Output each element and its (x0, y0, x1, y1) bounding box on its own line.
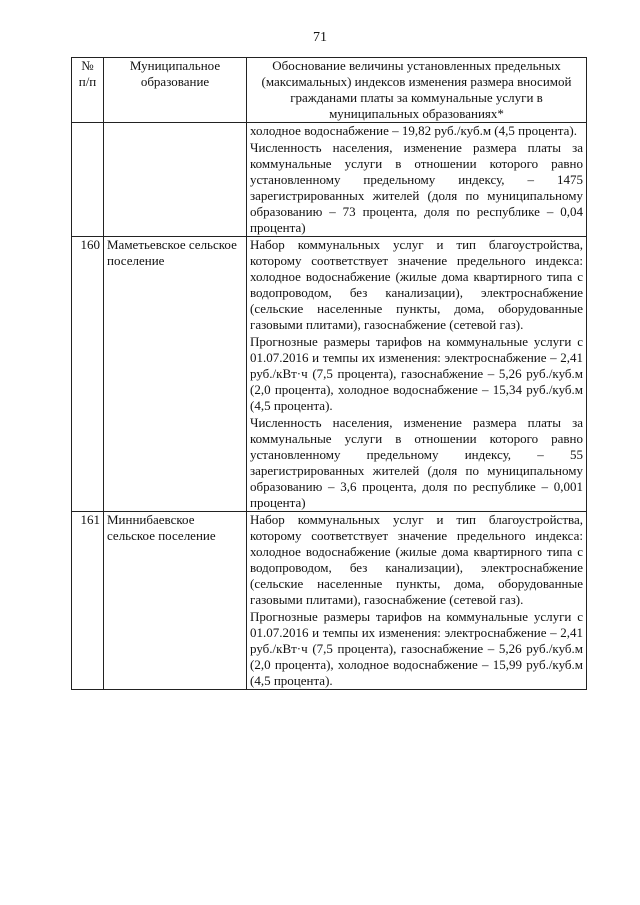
header-num: № п/п (72, 58, 104, 123)
table-row (72, 512, 587, 690)
table-header-row (72, 58, 587, 123)
row-paragraph: Прогнозные размеры тарифов на коммунальные услуги с 01.07.2016 и темпы их изменения: электроснабжение – 2,41 руб./кВт·ч (7,5 процента), газоснабжение – 5,26 руб./куб.м (2,0 процента), холодное водоснабжение – 15,34 руб./куб.м (4,5 процента). (250, 334, 583, 413)
row-paragraph: Набор коммунальных услуг и тип благоустройства, которому соответствует значение предельного индекса: холодное водоснабжение (жилые дома квартирного типа с водопроводом, без канализации), электроснабжение (сельские населенные пункты, дома, оборудованные газовыми плитами), газоснабжение (сетевой газ). (250, 237, 583, 332)
row-description (247, 512, 587, 690)
row-municipality: Маметьевское сельское поселение (104, 237, 247, 512)
page-number: 71 (313, 30, 327, 45)
row-paragraph: холодное водоснабжение – 19,82 руб./куб.м (4,5 процента). (250, 123, 577, 138)
row-num: 161 (72, 512, 104, 690)
row-description (247, 237, 587, 512)
row-paragraph: Численность населения, изменение размера платы за коммунальные услуги в отношении которого равно установленному предельному индексу, – 55 зарегистрированных жителей (доля по муниципальному образованию – 3,6 процента, доля по республике – 0,001 процента) (250, 415, 583, 510)
row-num (72, 123, 104, 237)
header-description: Обоснование величины установленных предельных (максимальных) индексов изменения размера вносимой гражданами платы за коммунальные услуги в муниципальных образованиях* (247, 58, 587, 123)
tariff-table (71, 57, 587, 690)
row-description (247, 123, 587, 237)
header-municipality: Муниципальное образование (104, 58, 247, 123)
table-row (72, 237, 587, 512)
row-paragraph: Прогнозные размеры тарифов на коммунальные услуги с 01.07.2016 и темпы их изменения: электроснабжение – 2,41 руб./кВт·ч (7,5 процента), газоснабжение – 5,26 руб./куб.м (2,0 процента), холодное водоснабжение – 15,99 руб./куб.м (4,5 процента). (250, 609, 583, 688)
row-paragraph: Численность населения, изменение размера платы за коммунальные услуги в отношении которого равно установленному предельному индексу, – 1475 зарегистрированных жителей (доля по муниципальному образованию – 73 процента, доля по республике – 0,04 процента) (250, 140, 583, 235)
row-municipality (104, 123, 247, 237)
row-paragraph: Набор коммунальных услуг и тип благоустройства, которому соответствует значение предельного индекса: холодное водоснабжение (жилые дома квартирного типа с водопроводом, без канализации), электроснабжение (сельские населенные пункты, дома, оборудованные газовыми плитами), газоснабжение (сетевой газ). (250, 512, 583, 607)
row-num: 160 (72, 237, 104, 512)
row-municipality: Миннибаевское сельское поселение (104, 512, 247, 690)
table-row (72, 123, 587, 237)
